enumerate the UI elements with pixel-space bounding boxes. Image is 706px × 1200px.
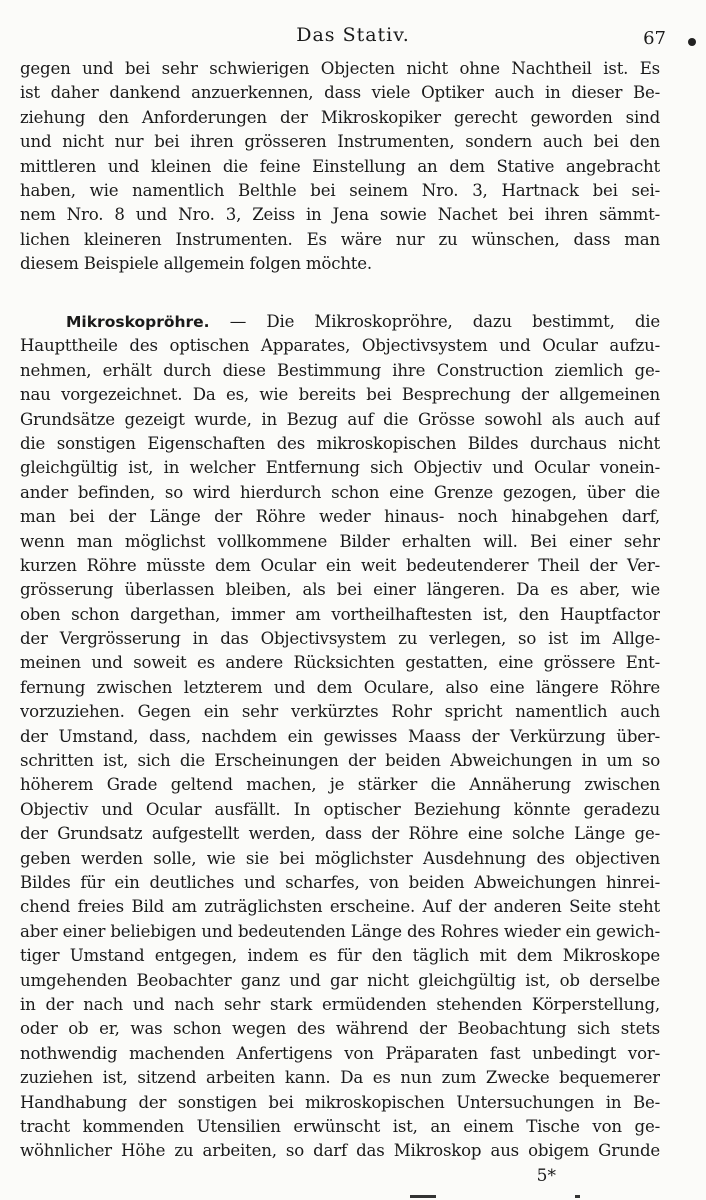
text-line: der Grundsatz aufgestellt werden, dass der Röhre eine solche Länge ge- [20, 824, 660, 844]
text-line: vorzuziehen. Gegen ein sehr verkürztes Rohr spricht namentlich auch [20, 702, 660, 722]
text-line: tracht kommenden Utensilien erwünscht ist, an einem Tische von ge- [20, 1116, 660, 1136]
text-line: aber einer beliebigen und bedeutenden Länge des Rohres wieder ein gewich- [20, 921, 660, 941]
page-number: 67 [643, 28, 666, 49]
text-line: Bildes für ein deutliches und scharfes, von beiden Abweichungen hinrei- [20, 872, 660, 892]
text-line: wenn man möglichst vollkommene Bilder erhalten will. Bei einer sehr [20, 531, 660, 551]
text-line: nehmen, erhält durch diese Bestimmung ihre Construction ziemlich ge- [20, 360, 660, 380]
text-line: umgehenden Beobachter ganz und gar nicht gleichgültig ist, ob derselbe [20, 970, 660, 990]
text-line: schritten ist, sich die Erscheinungen der beiden Abweichungen in um so [20, 751, 660, 771]
text-line: tiger Umstand entgegen, indem es für den täglich mit dem Mikroskope [20, 946, 660, 966]
scan-artifact [410, 1195, 436, 1198]
text-line: lichen kleineren Instrumenten. Es wäre nur zu wünschen, dass man [20, 229, 660, 249]
text-line: nem Nro. 8 und Nro. 3, Zeiss in Jena sowie Nachet bei ihren sämmt- [20, 205, 660, 225]
printer-signature: 5* [536, 1166, 556, 1186]
text-line: haben, wie namentlich Belthle bei seinem Nro. 3, Hartnack bei sei- [20, 180, 660, 200]
text-line: zuziehen ist, sitzend arbeiten kann. Da es nun zum Zwecke bequemerer [20, 1068, 660, 1088]
text-line: Haupttheile des optischen Apparates, Objectivsystem und Ocular aufzu- [20, 336, 660, 356]
text-line: und nicht nur bei ihren grösseren Instrumenten, sondern auch bei den [20, 132, 660, 152]
scan-artifact [575, 1195, 580, 1198]
text-line: ziehung den Anforderungen der Mikroskopiker gerecht geworden sind [20, 107, 660, 127]
text-line: grösserung überlassen bleiben, als bei einer längeren. Da es aber, wie [20, 580, 660, 600]
text-line: ist daher dankend anzuerkennen, dass viele Optiker auch in dieser Be- [20, 83, 660, 103]
text-line: der Vergrösserung in das Objectivsystem zu verlegen, so ist im Allge- [20, 629, 660, 649]
text-line: der Umstand, dass, nachdem ein gewisses Maass der Verkürzung über- [20, 726, 660, 746]
paragraph-first-line [20, 310, 660, 334]
text-line: die sonstigen Eigenschaften des mikroskopischen Bildes durchaus nicht [20, 433, 660, 453]
text-line: oder ob er, was schon wegen des während der Beobachtung sich stets [20, 1019, 660, 1039]
text-line: man bei der Länge der Röhre weder hinaus- noch hinabgehen darf, [20, 507, 660, 527]
text-line: oben schon dargethan, immer am vortheilhaftesten ist, den Hauptfactor [20, 604, 660, 624]
ink-spot-icon [688, 38, 696, 46]
section-title-continuation: — Die Mikroskopröhre, dazu bestimmt, die [209, 312, 660, 331]
text-line: nau vorgezeichnet. Da es, wie bereits bei Besprechung der allgemeinen [20, 385, 660, 405]
text-line: ander befinden, so wird hierdurch schon eine Grenze gezogen, über die [20, 482, 660, 502]
text-line: nothwendig machenden Anfertigens von Präparaten fast unbedingt vor- [20, 1043, 660, 1063]
text-line: Handhabung der sonstigen bei mikroskopischen Untersuchungen in Be- [20, 1092, 660, 1112]
text-line: meinen und soweit es andere Rücksichten gestatten, eine grössere Ent- [20, 653, 660, 673]
text-line: mittleren und kleinen die feine Einstellung an dem Stative angebracht [20, 156, 660, 176]
text-line: gleichgültig ist, in welcher Entfernung sich Objectiv und Ocular vonein- [20, 458, 660, 478]
paragraph-stand-fine-adjustment [20, 57, 660, 277]
text-line: Objectiv und Ocular ausfällt. In optischer Beziehung könnte geradezu [20, 799, 660, 819]
text-line: in der nach und nach sehr stark ermüdenden stehenden Körperstellung, [20, 994, 660, 1014]
text-line: fernung zwischen letzterem und dem Oculare, also eine längere Röhre [20, 677, 660, 697]
text-line: wöhnlicher Höhe zu arbeiten, so darf das Mikroskop aus obigem Grunde [20, 1141, 660, 1161]
text-line: gegen und bei sehr schwierigen Objecten nicht ohne Nachtheil ist. Es [20, 59, 660, 78]
page-header [0, 20, 706, 50]
text-line: diesem Beispiele allgemein folgen möchte. [20, 254, 372, 274]
text-line: höherem Grade geltend machen, je stärker die Annäherung zwischen [20, 775, 660, 795]
running-head: Das Stativ. [296, 24, 410, 46]
text-line: geben werden solle, wie sie bei möglichster Ausdehnung des objectiven [20, 848, 660, 868]
text-line: chend freies Bild am zuträglichsten erscheine. Auf der anderen Seite steht [20, 897, 660, 917]
text-line: kurzen Röhre müsste dem Ocular ein weit bedeutenderer Theil der Ver- [20, 555, 660, 575]
paragraph-microscope-tube [20, 310, 660, 1164]
section-title: Mikroskopröhre. [66, 313, 210, 331]
text-line: Grundsätze gezeigt wurde, in Bezug auf die Grösse sowohl als auch auf [20, 409, 660, 429]
